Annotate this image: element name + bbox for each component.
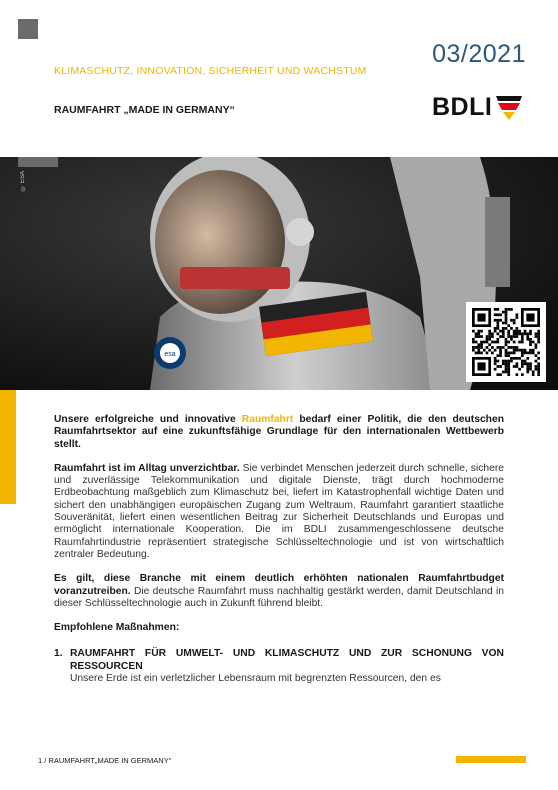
footer-accent-bar [456,756,526,763]
qr-code[interactable] [466,302,546,382]
document-title: RAUMFAHRT „MADE IN GERMANY“ [54,104,235,116]
paragraph-everyday [54,463,504,561]
logo-text: BDLI [432,93,493,121]
measure-title: RAUMFAHRT FÜR UMWELT- UND KLIMASCHUTZ UND ZUR SCHONUNG VON RESSOURCEN [70,648,504,672]
paragraph-budget [54,573,504,610]
qr-code-icon [472,308,540,376]
measure-content [70,648,504,685]
intro-text-start: Unsere erfolgreiche und innovative [54,414,242,425]
measures-heading: Empfohlene Maßnahmen: [54,622,180,634]
accent-bar [0,390,16,504]
measure-number: 1. [54,648,63,660]
paragraph-budget-lead: Es gilt, diese Branche mit einem deutlich erhöhten nationalen Raumfahrtbudget voranzutreiben. [54,573,504,597]
page-footer: 1 / RAUMFAHRT„MADE IN GERMANY“ [38,756,172,765]
corner-square [18,19,38,39]
german-flag-chevron-icon [496,96,522,120]
issue-number: 03/2021 [432,40,526,68]
photo-credit: © ESA [20,171,26,191]
measure-item-1 [54,648,504,685]
paragraph-everyday-lead: Raumfahrt ist im Alltag unverzichtbar. [54,462,240,474]
topic-subtitle: KLIMASCHUTZ, INNOVATION, SICHERHEIT UND WACHSTUM [54,65,367,77]
bdli-logo [432,95,522,120]
hero-grey-tab [18,157,58,167]
intro-highlight: Raumfahrt [241,414,294,425]
measure-text: Unsere Erde ist ein verletzlicher Lebensraum mit begrenzten Ressourcen, den es [70,673,441,685]
intro-text-end: bedarf einer Politik, die den deutschen Raumfahrtsektor auf eine zukunftsfähige Grundlage für den internationalen Wettbewerb stellt. [54,414,504,450]
main-content [54,414,504,685]
paragraph-everyday-text: Sie verbindet Menschen jederzeit durch schnelle, sichere und zuverlässige Telekommunikation und digitale Dienste, trägt durch hochmoderne Erdbeobachtung maßgeblich zum Klimaschutz bei, liefert im Katastrophenfall wichtige Daten und sichert den unabhängigen europäischen Zugang zum Weltraum. Raumfahrt garantiert staatliche Souveränität, liefert einen wesentlichen Beitrag zur Sicherheit Deutschlands und Europas und ermöglicht internationale Kooperation. Die im BDLI zusammengeschlossene deutsche Raumfahrtindustrie repräsentiert strategische Schlüsseltechnologie und ist von wirtschaftlich zentraler Bedeutung. [54,462,504,560]
hero-image-astronaut [0,157,558,390]
paragraph-budget-text: Die deutsche Raumfahrt muss nachhaltig gestärkt werden, damit Deutschland in dieser Schlüsseltechnologie auch in Zukunft führend bleibt. [54,585,504,609]
esa-patch-label: esa [164,351,176,358]
intro-paragraph [54,414,504,451]
